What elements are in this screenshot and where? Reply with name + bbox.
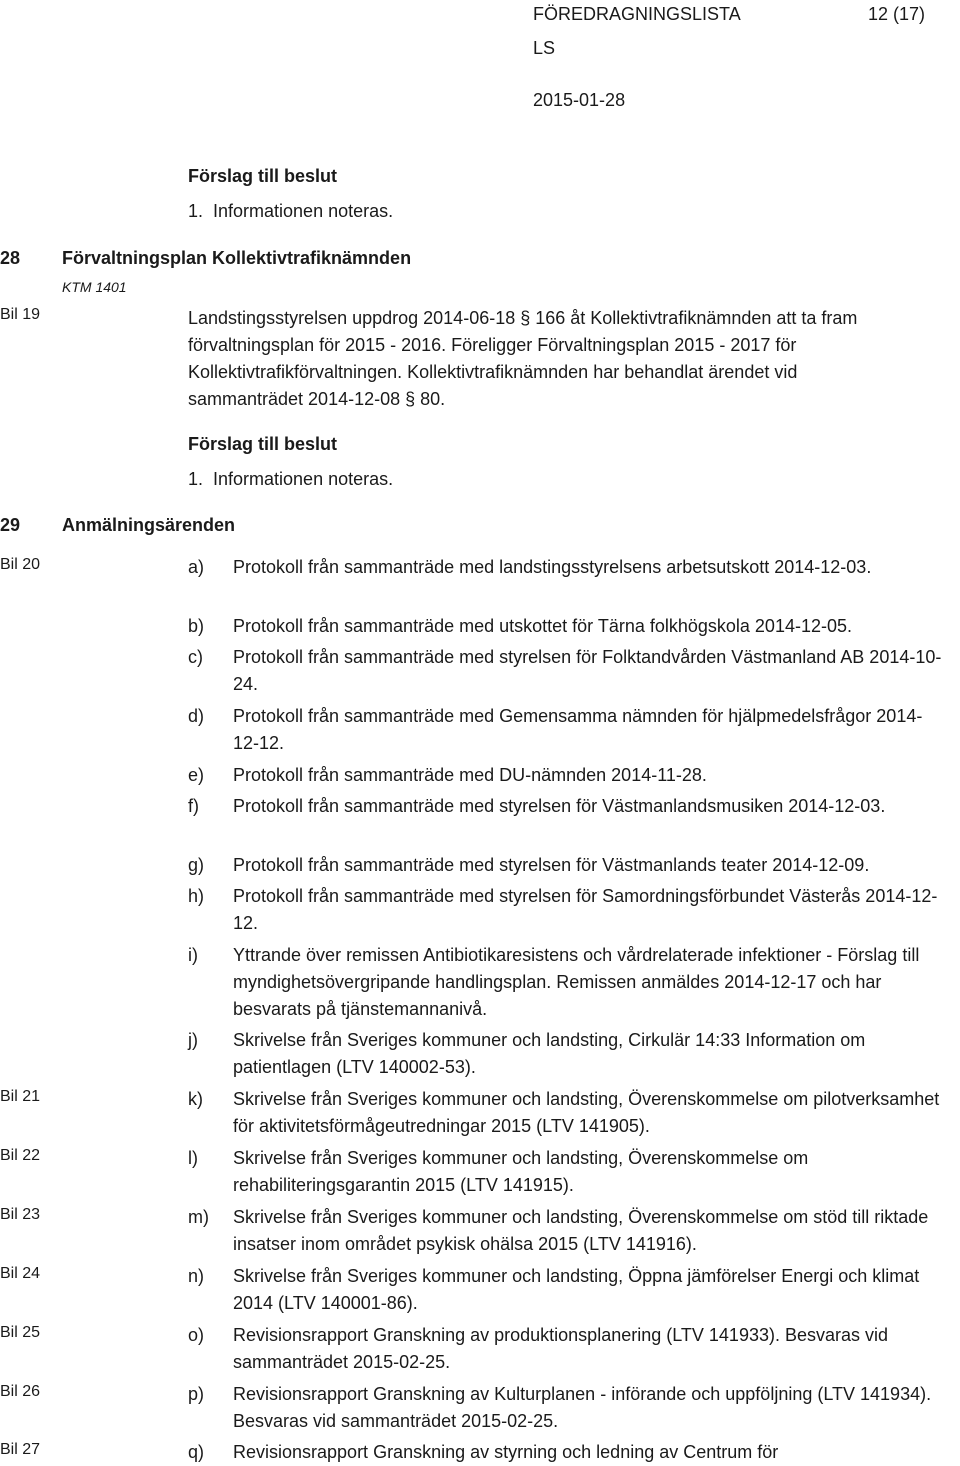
- body-line: sammanträdet 2014-12-08 § 80.: [188, 389, 446, 409]
- attachment-label: Bil 25: [0, 1324, 41, 1341]
- author-initials: LS: [533, 38, 556, 58]
- list-item-text: Yttrande över remissen Antibiotikaresistens och vårdrelaterade infektioner - Förslag till myndighetsövergripande handlingsplan. Remissen anmäldes 2014-12-17 och har besvarats på tjänstemannanivå.: [233, 945, 920, 1019]
- list-item-label: j): [188, 1030, 198, 1050]
- list-item-label: l): [188, 1148, 198, 1168]
- list-item-text: Protokoll från sammanträde med styrelsen för Samordningsförbundet Västerås 2014-12-12.: [233, 886, 938, 933]
- page-number: 12 (17): [868, 4, 926, 24]
- list-item-text: Skrivelse från Sveriges kommuner och landsting, Överenskommelse om pilotverksamhet för aktivitetsförmågeutredningar 2015 (LTV 141905).: [233, 1089, 940, 1136]
- attachment-label: Bil 23: [0, 1206, 41, 1223]
- list-item-text: Revisionsrapport Granskning av produktionsplanering (LTV 141933). Besvaras vid sammanträdet 2015-02-25.: [233, 1325, 889, 1372]
- document-type: FÖREDRAGNINGSLISTA: [533, 4, 741, 24]
- list-item-label: g): [188, 855, 205, 875]
- list-item-text: Skrivelse från Sveriges kommuner och landsting, Överenskommelse om rehabiliteringsgarantin 2015 (LTV 141915).: [233, 1148, 809, 1195]
- list-item-text: Revisionsrapport Granskning av styrning och ledning av Centrum för: [233, 1442, 779, 1462]
- item-reference: KTM 1401: [62, 279, 127, 295]
- proposal-heading: Förslag till beslut: [188, 166, 338, 186]
- list-item-label: d): [188, 706, 205, 726]
- decision-text: 1. Informationen noteras.: [188, 469, 394, 489]
- decision-text: 1. Informationen noteras.: [188, 201, 394, 221]
- list-item-label: q): [188, 1442, 205, 1462]
- list-item-label: o): [188, 1325, 205, 1345]
- list-item-label: f): [188, 796, 199, 816]
- attachment-label: Bil 26: [0, 1383, 41, 1400]
- list-item-text: Skrivelse från Sveriges kommuner och landsting, Överenskommelse om stöd till riktade insatser inom området psykisk ohälsa 2015 (LTV 141916).: [233, 1207, 929, 1254]
- list-item-text: Protokoll från sammanträde med styrelsen för Västmanlandsmusiken 2014-12-03.: [233, 796, 886, 816]
- list-item-label: a): [188, 557, 205, 577]
- attachment-label: Bil 21: [0, 1088, 41, 1105]
- list-item-text: Revisionsrapport Granskning av Kulturplanen - införande och uppföljning (LTV 141934). Besvaras vid sammanträdet 2015-02-25.: [233, 1384, 932, 1431]
- item-title: Förvaltningsplan Kollektivtrafiknämnden: [62, 248, 412, 268]
- list-item-text: Protokoll från sammanträde med landstingsstyrelsens arbetsutskott 2014-12-03.: [233, 557, 872, 577]
- item-title: Anmälningsärenden: [62, 515, 236, 535]
- list-item-text: Protokoll från sammanträde med styrelsen för Västmanlands teater 2014-12-09.: [233, 855, 870, 875]
- list-item-text: Skrivelse från Sveriges kommuner och landsting, Cirkulär 14:33 Information om patientlagen (LTV 140002-53).: [233, 1030, 866, 1077]
- list-item-text: Skrivelse från Sveriges kommuner och landsting, Öppna jämförelser Energi och klimat 2014 (LTV 140001-86).: [233, 1266, 920, 1313]
- item-number: 29: [0, 515, 21, 535]
- attachment-label: Bil 24: [0, 1265, 41, 1282]
- list-item-text: Protokoll från sammanträde med styrelsen för Folktandvården Västmanland AB 2014-10-24.: [233, 647, 942, 694]
- list-item-label: i): [188, 945, 198, 965]
- list-item-label: n): [188, 1266, 205, 1286]
- attachment-label: Bil 19: [0, 306, 41, 323]
- list-item-text: Protokoll från sammanträde med utskottet för Tärna folkhögskola 2014-12-05.: [233, 616, 852, 636]
- item-number: 28: [0, 248, 21, 268]
- list-item-label: b): [188, 616, 205, 636]
- attachment-label: Bil 20: [0, 556, 41, 573]
- proposal-heading: Förslag till beslut: [188, 434, 338, 454]
- list-item-label: h): [188, 886, 205, 906]
- list-item-label: m): [188, 1207, 209, 1227]
- list-item-label: k): [188, 1089, 203, 1109]
- document-date: 2015-01-28: [533, 90, 626, 110]
- body-line: Landstingsstyrelsen uppdrog 2014-06-18 § 166 åt Kollektivtrafiknämnden att ta fram: [188, 308, 858, 328]
- list-item-label: p): [188, 1384, 205, 1404]
- list-item-label: e): [188, 765, 205, 785]
- item-body: [188, 305, 857, 413]
- attachment-label: Bil 27: [0, 1441, 41, 1458]
- list-item-text: Protokoll från sammanträde med DU-nämnden 2014-11-28.: [233, 765, 707, 785]
- body-line: Kollektivtrafikförvaltningen. Kollektivtrafiknämnden har behandlat ärendet vid: [188, 362, 798, 382]
- list-item-label: c): [188, 647, 203, 667]
- body-line: förvaltningsplan för 2015 - 2016. Föreligger Förvaltningsplan 2015 - 2017 för: [188, 335, 797, 355]
- attachment-label: Bil 22: [0, 1147, 41, 1164]
- list-item-text: Protokoll från sammanträde med Gemensamma nämnden för hjälpmedelsfrågor 2014-12-12.: [233, 706, 923, 753]
